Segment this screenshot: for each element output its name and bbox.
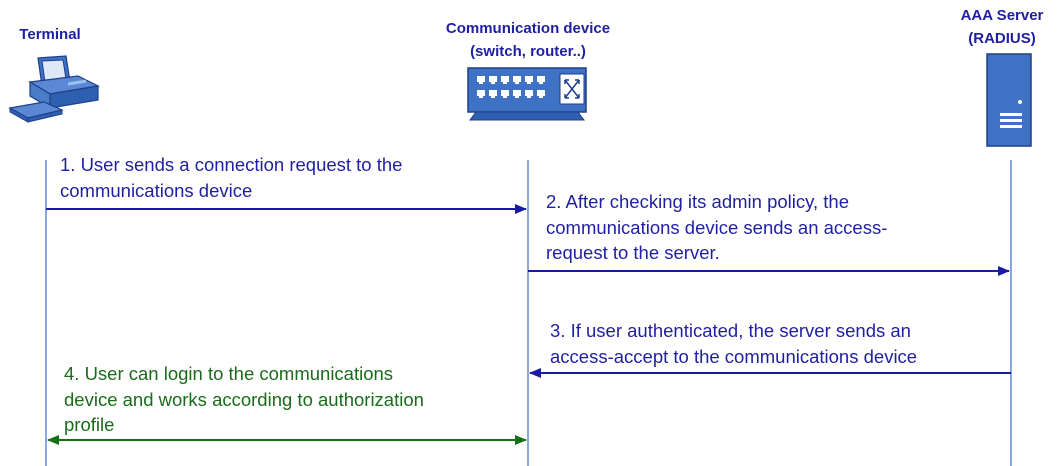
message-step-2: 2. After checking its admin policy, the communications device sends an access- request to the server. (546, 191, 888, 263)
desktop-computer-icon (10, 56, 98, 122)
actor-label-device: Communication device (switch, router..) (445, 20, 611, 60)
network-switch-icon (468, 68, 586, 120)
message-step-4: 4. User can login to the communications device and works according to authorization profile (64, 363, 424, 435)
actor-label-terminal: Terminal (19, 26, 81, 43)
message-step-3: 3. If user authenticated, the server sends an access-accept to the communications device (550, 320, 918, 367)
actor-label-server: AAA Server (RADIUS) (960, 7, 1044, 47)
message-step-1: 1. User sends a connection request to the communications device (60, 154, 403, 201)
server-tower-icon (987, 54, 1031, 146)
